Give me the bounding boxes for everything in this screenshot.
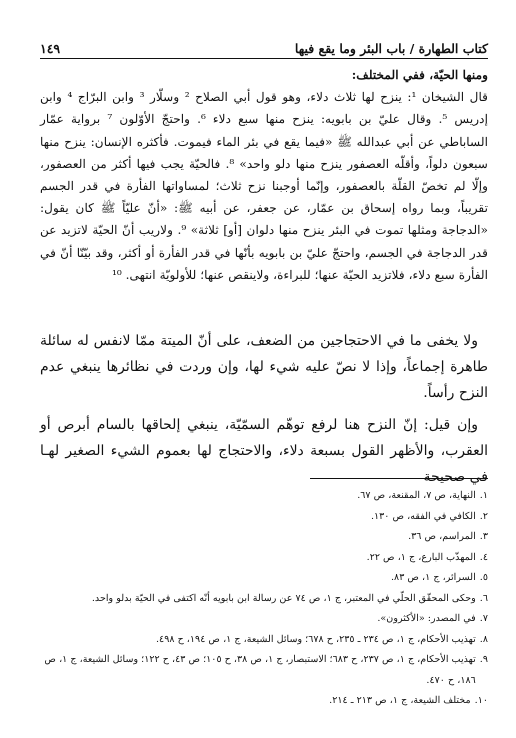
footnote — [40, 691, 488, 712]
footnote-text: النهاية، ص ٧، المقنعة، ص ٦٧. — [357, 490, 476, 501]
header-divider — [40, 58, 488, 59]
footnote — [40, 630, 488, 651]
footnote-number: ٤. — [479, 551, 488, 563]
footnote-number: ٦. — [479, 592, 488, 604]
footnote-number: ٧. — [479, 613, 488, 624]
paragraph: ولا يخفى ما في الاحتجاجين من الضعف، على أنّ الميتة ممّا لانفس له سائلة طاهرة إجماعاً، وإذا لا نصّ عليه شيء لها، وإن وردت في نظائرها ينبغي عدم النزح رأساً. — [40, 333, 488, 401]
footnote-number: ١. — [479, 490, 488, 501]
footnote-number: ٢. — [479, 510, 488, 522]
footnote — [40, 527, 488, 548]
main-text — [40, 328, 488, 496]
footnote-text: مختلف الشيعة، ج ١، ص ٢١٣ ـ ٢١٤. — [329, 695, 471, 706]
footnotes — [40, 486, 488, 712]
footnote-divider — [310, 478, 488, 479]
footnote — [40, 486, 488, 507]
footnote — [40, 609, 488, 630]
footnote-number: ٣. — [479, 531, 488, 542]
footnote-text: الكافي في الفقه، ص ١٣٠. — [370, 510, 476, 522]
footnote — [40, 589, 488, 610]
footnote — [40, 650, 488, 691]
page-number: ١٤٩ — [40, 41, 61, 56]
footnote — [40, 568, 488, 589]
footnote-number: ٨. — [479, 633, 488, 645]
footnote-number: ٩. — [479, 654, 488, 665]
passage-heading: ومنها الحيّة، ففي المختلف: — [351, 68, 488, 82]
footnote-text: وحكى المحقّق الحلّي في المعتبر، ج ١، ص ٧٤ عن رسالة ابن بابويه أنّه اكتفى في الحيّة بدلو واحد. — [91, 592, 476, 604]
footnote-text: المراسم، ص ٣٦. — [408, 531, 476, 542]
footnote-text: السرائر، ج ١، ص ٨٣. — [390, 572, 476, 583]
paragraph: وإن قيل: إنّ النزح هنا لرفع توهّم السمّيّة، ينبغي إلحاقها بالسام أبرص أو العقرب، والأظهر القول بسبعة دلاء، والاحتجاج لها بعموم الشيء الصغير لهـا في صحيحة — [40, 417, 488, 485]
footnote-text: في المصدر: «الأكثرون». — [377, 613, 476, 624]
running-header — [40, 34, 488, 56]
chapter-title: كتاب الطهارة / باب البئر وما يقع فيها — [294, 41, 488, 56]
footnote-text: تهذيب الأحكام، ج ١، ص ٢٣٤ ـ ٢٣٥، ح ٦٧٨؛ وسائل الشيعة، ج ١، ص ١٩٤، ح ٤٩٨. — [155, 633, 476, 645]
footnote-text: تهذيب الأحكام، ج ١، ص ٢٣٧، ح ٦٨٣؛ الاستبصار، ج ١، ص ٣٨، ح ١٠٥؛ ص ٤٣، ح ١٢٢؛ وسائل الشيعة، ج ١، ص ١٨٦، ح ٤٧٠. — [44, 654, 476, 686]
footnote-text: المهذّب البارع، ج ١، ص ٢٢. — [366, 551, 476, 563]
footnote — [40, 548, 488, 569]
quoted-passage — [40, 64, 488, 286]
footnote-number: ١٠. — [474, 695, 488, 706]
passage-body: قال الشيخان ¹: ينزح لها ثلاث دلاء، وهو قول أبي الصلاح ² وسلّار ³ وابن البرّاج ⁴ وابن إدريس ⁵. وقال عليّ بن بابويه: ينزح منها سبع دلاء ⁶. واحتجّ الأوّلون ⁷ برواية عمّار الساباطي عن أبي عبدالله ﷺ «فيما يقع في بئر الماء فيموت. فأكثره الإنسان: ينزح منها سبعون دلواً، وأقلّه العصفور ينزح منها دلو واحد» ⁸. فالحيّة يجب فيها أكثر من العصفور، وإلّا لم تخصّ القلّة بالعصفور، وإنّما أوجبنا نزح ثلاث؛ لمساواتها الفأرة في قدر الجسم تقريباً، وبما رواه إسحاق بن عمّار، عن جعفر، عن أبيه ﷺ: «أنّ عليّاً ﷺ كان يقول: «الدجاجة ومثلها تموت في البئر ينزح منها دلوان [أو] ثلاثة» ⁹. ولاريب أنّ الحيّة لاتزيد عن قدر الدجاجة في الجسم، واحتجّ عليّ بن بابويه بأنّها في قدر الفأرة أو أكثر، وقد بيّنّا أنّ في الفأرة سبع دلاء، فلاتزيد الحيّة عنها؛ للبراءة، ولاينقص عنها؛ للأولويّة انتهى. ¹⁰ — [40, 90, 489, 282]
footnote-number: ٥. — [479, 572, 488, 583]
footnote — [40, 507, 488, 528]
